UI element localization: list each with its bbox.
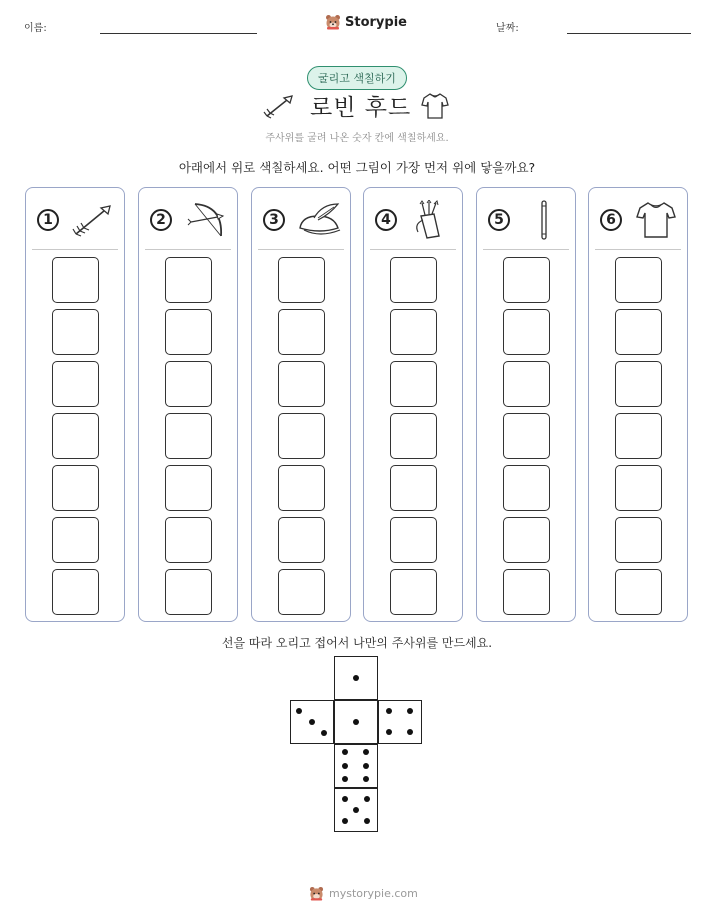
color-cell[interactable]	[278, 309, 325, 355]
name-label: 이름:	[24, 23, 47, 34]
color-cell[interactable]	[165, 309, 212, 355]
die-pip	[353, 675, 359, 681]
die-pip	[321, 730, 327, 736]
column-header	[147, 200, 231, 240]
die-pip	[363, 749, 369, 755]
column-5	[476, 187, 576, 622]
color-cell[interactable]	[165, 517, 212, 563]
color-cell[interactable]	[390, 569, 437, 615]
tunic-icon	[633, 200, 679, 240]
number-badge: 2	[150, 209, 172, 231]
brand-name: Storypie	[345, 14, 407, 30]
die-pip	[342, 749, 348, 755]
color-cell[interactable]	[503, 257, 550, 303]
feathered-hat-icon	[296, 200, 342, 240]
die-face-6	[334, 744, 378, 788]
color-cell[interactable]	[278, 257, 325, 303]
color-cell[interactable]	[615, 517, 662, 563]
color-cell[interactable]	[390, 465, 437, 511]
number-badge: 3	[263, 209, 285, 231]
number-badge: 6	[600, 209, 622, 231]
column-3	[251, 187, 351, 622]
die-pip	[353, 807, 359, 813]
page-title: 로빈 후드	[310, 95, 412, 121]
bow-icon	[183, 200, 229, 240]
column-divider	[370, 249, 456, 250]
column-header	[597, 200, 681, 240]
color-cell[interactable]	[278, 517, 325, 563]
color-cell[interactable]	[52, 569, 99, 615]
color-cell[interactable]	[503, 569, 550, 615]
die-pip	[353, 719, 359, 725]
color-cell[interactable]	[278, 465, 325, 511]
bear-logo-icon	[325, 14, 341, 30]
column-1	[25, 187, 125, 622]
color-cell[interactable]	[52, 413, 99, 459]
column-header	[34, 200, 118, 240]
column-header	[485, 200, 569, 240]
quiver-icon	[408, 200, 454, 240]
die-face-1	[334, 700, 378, 744]
dice-instruction: 선을 따라 오리고 접어서 나만의 주사위를 만드세요.	[221, 636, 493, 650]
name-line[interactable]	[100, 33, 257, 34]
die-pip	[309, 719, 315, 725]
color-cell[interactable]	[503, 413, 550, 459]
color-cell[interactable]	[503, 465, 550, 511]
die-pip	[407, 729, 413, 735]
die-pip	[342, 796, 348, 802]
color-cell[interactable]	[278, 413, 325, 459]
bear-logo-icon	[309, 886, 324, 901]
dice-net	[290, 656, 426, 836]
color-cell[interactable]	[615, 361, 662, 407]
color-cell[interactable]	[390, 257, 437, 303]
color-cell[interactable]	[165, 361, 212, 407]
color-cell[interactable]	[615, 569, 662, 615]
color-cell[interactable]	[615, 309, 662, 355]
instruction: 아래에서 위로 색칠하세요. 어떤 그림이 가장 먼저 위에 닿을까요?	[178, 160, 536, 175]
color-cell[interactable]	[615, 257, 662, 303]
footer	[309, 886, 418, 901]
die-pip	[342, 763, 348, 769]
color-cell[interactable]	[52, 465, 99, 511]
color-cell[interactable]	[52, 309, 99, 355]
column-4	[363, 187, 463, 622]
footer-url: mystorypie.com	[329, 887, 418, 900]
color-cell[interactable]	[278, 569, 325, 615]
color-cell[interactable]	[165, 413, 212, 459]
die-face-4	[378, 700, 422, 744]
color-cell[interactable]	[165, 257, 212, 303]
column-divider	[145, 249, 231, 250]
brand-logo	[325, 14, 407, 30]
color-cell[interactable]	[165, 465, 212, 511]
color-cell[interactable]	[615, 413, 662, 459]
column-divider	[258, 249, 344, 250]
die-pip	[364, 796, 370, 802]
color-cell[interactable]	[503, 361, 550, 407]
number-badge: 5	[488, 209, 510, 231]
die-pip	[386, 708, 392, 714]
column-divider	[32, 249, 118, 250]
number-badge: 4	[375, 209, 397, 231]
staff-icon	[521, 200, 567, 240]
badge-wrap	[0, 66, 714, 90]
date-line[interactable]	[567, 33, 691, 34]
die-pip	[363, 763, 369, 769]
die-face-1	[334, 656, 378, 700]
die-pip	[342, 776, 348, 782]
die-pip	[342, 818, 348, 824]
die-pip	[386, 729, 392, 735]
column-6	[588, 187, 688, 622]
die-face-5	[334, 788, 378, 832]
color-cell[interactable]	[52, 361, 99, 407]
color-cell[interactable]	[165, 569, 212, 615]
color-cell[interactable]	[615, 465, 662, 511]
column-divider	[595, 249, 681, 250]
column-divider	[483, 249, 569, 250]
color-cell[interactable]	[278, 361, 325, 407]
die-face-3	[290, 700, 334, 744]
arrow-icon	[263, 92, 297, 120]
activity-badge: 굴리고 색칠하기	[307, 66, 407, 90]
color-cell[interactable]	[52, 517, 99, 563]
column-header	[260, 200, 344, 240]
die-pip	[407, 708, 413, 714]
die-pip	[363, 776, 369, 782]
column-header	[372, 200, 456, 240]
color-cell[interactable]	[503, 517, 550, 563]
die-pip	[364, 818, 370, 824]
number-badge: 1	[37, 209, 59, 231]
color-cell[interactable]	[390, 517, 437, 563]
color-cell[interactable]	[390, 413, 437, 459]
date-label: 날짜:	[496, 23, 519, 34]
arrow-icon	[70, 200, 116, 240]
color-cell[interactable]	[52, 257, 99, 303]
color-cell[interactable]	[390, 309, 437, 355]
color-cell[interactable]	[390, 361, 437, 407]
tunic-icon	[420, 91, 450, 121]
die-pip	[296, 708, 302, 714]
column-2	[138, 187, 238, 622]
color-cell[interactable]	[503, 309, 550, 355]
subtitle: 주사위를 굴려 나온 숫자 칸에 색칠하세요.	[265, 133, 449, 144]
